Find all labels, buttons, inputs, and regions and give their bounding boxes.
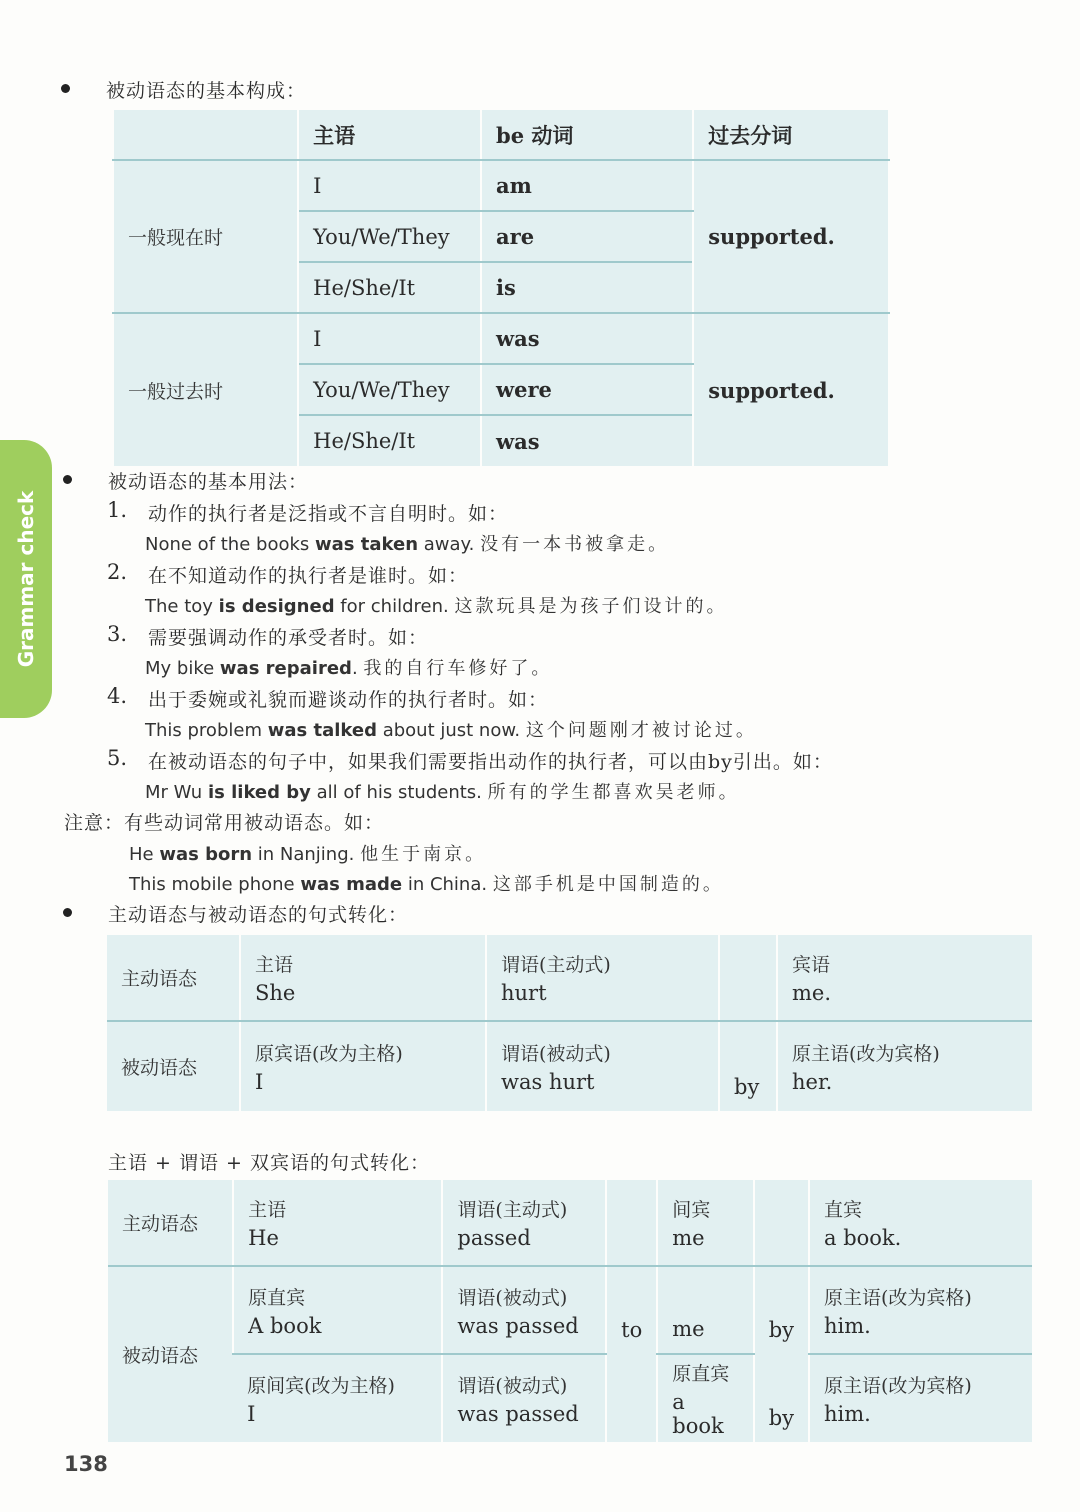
example-verb: is designed <box>218 596 335 617</box>
usage-example <box>145 530 669 556</box>
cell-value: him. <box>824 1402 871 1426</box>
note-example <box>129 840 486 866</box>
cell-caption: 主语 <box>255 954 294 976</box>
cell-caption: 谓语(主动式) <box>501 954 611 976</box>
cell-caption: 原间宾(改为主格) <box>247 1375 395 1397</box>
example-text: . <box>351 658 358 679</box>
cell-value: A book <box>248 1313 322 1338</box>
usage-example <box>145 654 552 680</box>
item-text: 动作的执行者是泛指或不言自明时。如： <box>148 503 509 525</box>
example-text: about just now. <box>376 720 521 741</box>
item-text: 出于委婉或礼貌而避谈动作的执行者时。如： <box>148 689 549 711</box>
item-number: 3. <box>107 622 128 646</box>
example-text: in Nanjing. <box>252 844 355 865</box>
row-label: 被动语态 <box>121 1057 198 1079</box>
cell-value: me. <box>792 981 832 1005</box>
row-label: 主动语态 <box>108 1180 233 1266</box>
by-cell: by <box>754 1266 809 1354</box>
cell <box>442 1266 606 1354</box>
to-cell <box>606 1180 657 1266</box>
subject-cell: I <box>298 313 481 364</box>
cell-value: hurt <box>501 981 547 1005</box>
cell-caption: 直宾 <box>824 1199 863 1221</box>
row-label: 主动语态 <box>107 935 240 1021</box>
double-object-table <box>108 1180 1032 1442</box>
cell-value: passed <box>457 1226 531 1250</box>
cell <box>233 1180 442 1266</box>
cell <box>233 1354 442 1442</box>
example-translation: 这款玩具是为孩子们设计的。 <box>454 596 728 617</box>
cell-value: me <box>672 1317 705 1341</box>
cell <box>233 1266 442 1354</box>
header-cell: 主语 <box>298 110 481 160</box>
example-text: in China. <box>402 874 488 895</box>
cell-value: a book <box>672 1390 724 1438</box>
cell-value: She <box>255 981 296 1005</box>
cell-caption: 原主语(改为宾格) <box>792 1043 940 1065</box>
example-text: He <box>129 844 160 865</box>
header-cell <box>113 110 298 160</box>
be-verb-cell: was <box>481 313 693 364</box>
example-translation: 我的自行车修好了。 <box>363 658 553 679</box>
cell-value: I <box>247 1402 256 1426</box>
header-cell: be 动词 <box>481 110 693 160</box>
side-tab-label: Grammar check <box>14 490 38 668</box>
note-heading: 注意：有些动词常用被动语态。如： <box>64 812 385 834</box>
cell-caption: 原直宾 <box>672 1363 730 1385</box>
cell <box>809 1180 1032 1266</box>
example-verb: was born <box>159 844 253 865</box>
cell-value: I <box>255 1070 264 1094</box>
example-text: The toy <box>145 596 219 617</box>
bullet-icon <box>63 475 72 484</box>
cell <box>809 1266 1032 1354</box>
cell-caption: 原主语(改为宾格) <box>824 1286 972 1309</box>
by-cell: by <box>719 1021 777 1111</box>
participle-cell: supported. <box>693 313 889 466</box>
usage-example <box>145 592 727 618</box>
cell-value: He <box>248 1226 279 1250</box>
cell <box>809 1354 1032 1442</box>
cell-caption: 主语 <box>248 1199 287 1221</box>
item-number: 5. <box>107 746 128 770</box>
example-verb: was talked <box>267 720 377 741</box>
cell-value: a book. <box>824 1226 902 1250</box>
cell-caption: 谓语(被动式) <box>457 1375 568 1397</box>
example-translation: 他生于南京。 <box>360 844 487 865</box>
example-translation: 所有的学生都喜欢吴老师。 <box>487 782 740 803</box>
example-translation: 这个问题刚才被讨论过。 <box>525 720 757 741</box>
section-heading: 主语 + 谓语 + 双宾语的句式转化： <box>108 1152 430 1174</box>
subject-cell: He/She/It <box>298 415 481 466</box>
item-number: 1. <box>107 498 128 522</box>
example-text: None of the books <box>145 534 315 555</box>
by-cell <box>754 1180 809 1266</box>
cell-caption: 谓语(被动式) <box>501 1043 611 1065</box>
cell-value: me <box>672 1226 705 1250</box>
example-text: all of his students. <box>310 782 482 803</box>
example-text: This mobile phone <box>129 874 301 895</box>
tense-cell: 一般现在时 <box>113 160 298 313</box>
object-cell <box>777 1021 1032 1111</box>
example-translation: 没有一本书被拿走。 <box>480 534 670 555</box>
by-cell: by <box>754 1354 809 1442</box>
cell-caption: 谓语(主动式) <box>457 1199 568 1221</box>
item-number: 4. <box>107 684 128 708</box>
verb-cell <box>486 1021 719 1111</box>
cell-caption: 原直宾 <box>248 1286 306 1309</box>
be-verb-cell: was <box>481 415 693 466</box>
section-heading: 被动语态的基本构成： <box>106 80 307 102</box>
header-cell: 过去分词 <box>693 110 889 160</box>
item-text: 在被动语态的句子中，如果我们需要指出动作的执行者，可以由by引出。如： <box>148 751 833 773</box>
subject-cell <box>240 1021 486 1111</box>
example-text: My bike <box>145 658 220 679</box>
cell-caption: 间宾 <box>672 1199 711 1221</box>
cell-caption: 谓语(被动式) <box>457 1286 568 1309</box>
cell-caption: 原宾语(改为主格) <box>255 1043 403 1065</box>
example-verb: was repaired <box>219 658 352 679</box>
example-text: Mr Wu <box>145 782 208 803</box>
usage-example <box>145 778 740 804</box>
passive-structure-table <box>112 110 890 466</box>
item-text: 在不知道动作的执行者是谁时。如： <box>148 565 469 587</box>
page-number: 138 <box>64 1452 108 1476</box>
cell <box>657 1266 753 1354</box>
subject-cell: You/We/They <box>298 211 481 262</box>
row-label: 被动语态 <box>122 1345 199 1367</box>
section-heading: 主动语态与被动语态的句式转化： <box>108 904 409 926</box>
by-cell <box>719 935 777 1021</box>
example-text: This problem <box>145 720 268 741</box>
to-cell <box>606 1354 657 1442</box>
example-translation: 这部手机是中国制造的。 <box>492 874 724 895</box>
cell <box>442 1354 606 1442</box>
item-text: 需要强调动作的承受者时。如： <box>148 627 429 649</box>
verb-cell <box>486 935 719 1021</box>
subject-cell: You/We/They <box>298 364 481 415</box>
cell <box>657 1354 753 1442</box>
be-verb-cell: were <box>481 364 693 415</box>
cell-value: was hurt <box>501 1070 595 1094</box>
bullet-icon <box>63 908 72 917</box>
cell-caption: 原主语(改为宾格) <box>824 1375 972 1397</box>
be-verb-cell: am <box>481 160 693 211</box>
example-text: for children. <box>334 596 449 617</box>
to-cell: to <box>606 1266 657 1354</box>
example-verb: was made <box>300 874 403 895</box>
cell-value: was passed <box>457 1313 579 1338</box>
side-tab <box>0 440 52 718</box>
bullet-icon <box>61 84 70 93</box>
voice-conversion-table <box>107 935 1032 1111</box>
example-verb: was taken <box>315 534 419 555</box>
cell <box>442 1180 606 1266</box>
example-verb: is liked by <box>207 782 311 803</box>
example-text: away. <box>418 534 475 555</box>
be-verb-cell: is <box>481 262 693 313</box>
cell-value: was passed <box>457 1402 579 1426</box>
section-heading: 被动语态的基本用法： <box>108 471 309 493</box>
item-number: 2. <box>107 560 128 584</box>
usage-example <box>145 716 757 742</box>
tense-cell: 一般过去时 <box>113 313 298 466</box>
subject-cell <box>240 935 486 1021</box>
cell <box>657 1180 753 1266</box>
subject-cell: I <box>298 160 481 211</box>
cell-value: him. <box>824 1313 871 1338</box>
subject-cell: He/She/It <box>298 262 481 313</box>
note-example <box>129 870 724 896</box>
cell-caption: 宾语 <box>792 954 831 976</box>
be-verb-cell: are <box>481 211 693 262</box>
cell-value: her. <box>792 1070 833 1094</box>
participle-cell: supported. <box>693 160 889 313</box>
object-cell <box>777 935 1032 1021</box>
